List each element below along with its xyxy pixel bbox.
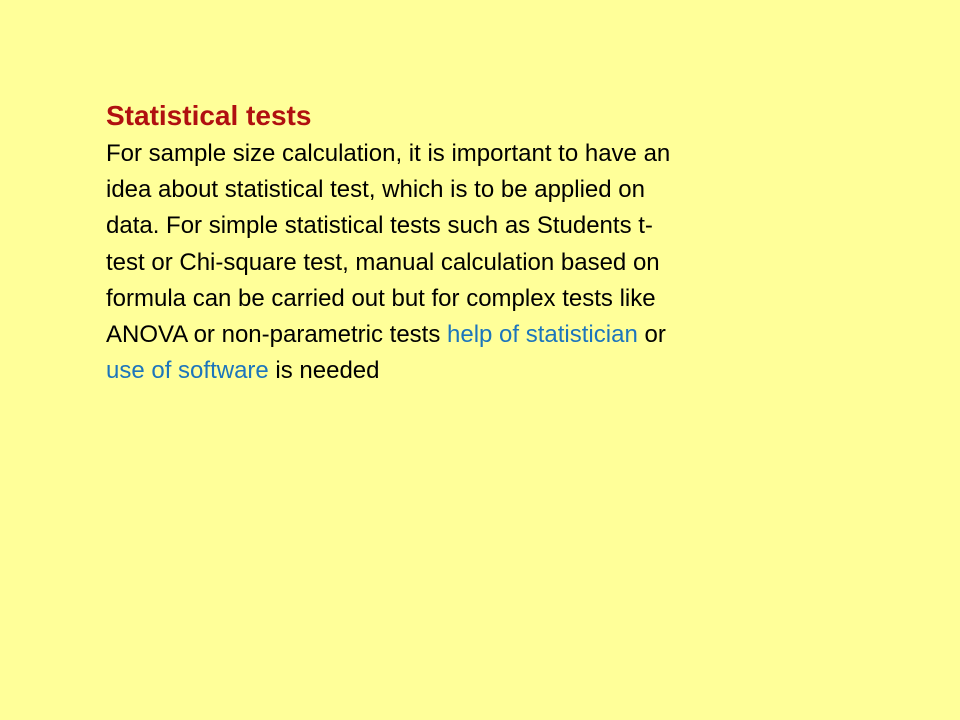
body-line-5: formula can be carried out but for complex tests like xyxy=(106,284,656,312)
body-line-6-text: ANOVA or non-parametric tests xyxy=(106,321,448,349)
highlight-help-of-statistician: help of statistician xyxy=(447,321,638,349)
slide-content xyxy=(106,96,866,389)
body-line-1: For sample size calculation, it is important to have an xyxy=(106,140,671,167)
body-line-7 xyxy=(106,353,866,389)
body-line-3: data. For simple statistical tests such as Students t- xyxy=(106,212,653,240)
body-line-4: test or Chi-square test, manual calculation based on xyxy=(106,248,660,276)
body-line-2: idea about statistical test, which is to be applied on xyxy=(106,176,645,204)
slide-body-text xyxy=(106,136,866,389)
body-line-7-tail: is needed xyxy=(268,357,380,385)
slide-title: Statistical tests xyxy=(106,100,312,131)
highlight-use-of-software: use of software xyxy=(106,357,269,385)
body-line-6 xyxy=(106,317,866,353)
body-line-6-tail: or xyxy=(637,321,666,349)
